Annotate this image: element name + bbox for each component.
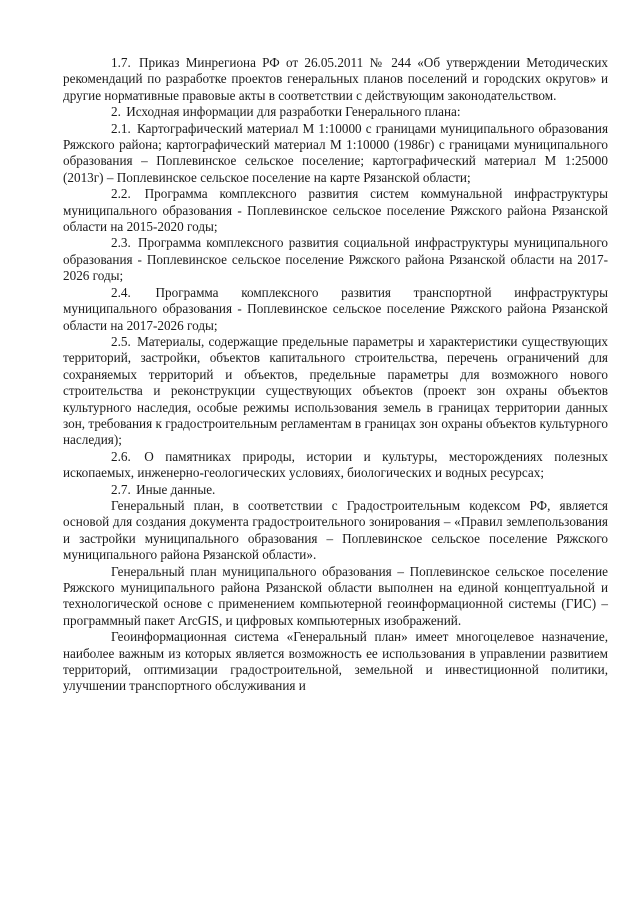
paragraph-2	[63, 104, 608, 120]
paragraph-number: 2.5.	[111, 333, 131, 349]
paragraph-2-7	[63, 482, 608, 498]
paragraph-general-plan-basis	[63, 498, 608, 564]
paragraph-text: Генеральный план муниципального образования – Поплевинское сельское поселение Ряжского муниципального района Рязанской области выполнен на единой концептуальной и технологической основе с применением компьютерной геоинформационной системы (ГИС) – программный пакет ArcGIS, и цифровых компьютерных изображений.	[63, 563, 608, 628]
paragraph-1-7	[63, 55, 608, 104]
paragraph-number: 2.1.	[111, 120, 131, 136]
paragraph-2-6	[63, 449, 608, 482]
paragraph-text: Генеральный план, в соответствии с Градостроительным кодексом РФ, является основой для создания документа градостроительного зонирования – «Правил землепользования и застройки муниципального образования – Поплевинское сельское поселение Ряжского муниципального района Рязанской области».	[63, 497, 608, 563]
paragraph-text: Исходная информации для разработки Генерального плана:	[126, 104, 461, 120]
paragraph-text: О памятниках природы, истории и культуры, месторождениях полезных ископаемых, инженерно-геологических условиях, биологических и водных ресурсах;	[63, 448, 609, 481]
paragraph-general-plan-gis	[63, 564, 608, 630]
paragraph-text: Программа комплексного развития социальной инфраструктуры муниципального образования - Поплевинское сельское поселение Ряжского района Рязанской области на 2017-2026 годы;	[63, 235, 608, 284]
paragraph-number: 2.6.	[111, 448, 131, 464]
paragraph-2-4	[63, 285, 608, 334]
paragraph-2-1	[63, 121, 608, 187]
paragraph-number: 2.2.	[111, 186, 131, 202]
paragraph-text: Геоинформационная система «Генеральный план» имеет многоцелевое назначение, наиболее важным из которых является возможность ее использования в управлении развитием территорий, оптимизации градостроительной, земельной и инвестиционной политики, улучшении транспортного обслуживания и	[63, 629, 608, 694]
paragraph-number: 1.7.	[111, 55, 131, 70]
paragraph-2-3	[63, 235, 608, 284]
paragraph-number: 2.7.	[111, 481, 131, 497]
paragraph-text: Программа комплексного развития транспортной инфраструктуры муниципального образования - Поплевинское сельское поселение Ряжского района Рязанской области на 2017-2026 годы;	[63, 284, 608, 333]
paragraph-gis-purpose	[63, 629, 608, 695]
paragraph-2-5	[63, 334, 608, 449]
paragraph-text: Картографический материал М 1:10000 с границами муниципального образования Ряжского района; картографический материал М 1:10000 (1986г) с границами муниципального образования – Поплевинское сельское поселение; картографический материал М 1:25000 (2013г) – Поплевинское сельское поселение на карте Рязанской области;	[63, 120, 609, 185]
paragraph-text: Приказ Минрегиона РФ от 26.05.2011 № 244 «Об утверждении Методических рекомендаций по разработке проектов генеральных планов поселений и городских округов» и другие нормативные правовые акты в соответствии с действующим законодательством.	[63, 55, 608, 103]
paragraph-text: Материалы, содержащие предельные параметры и характеристики существующих территорий, застройки, объектов капитального строительства, перечень ограничений для сохраняемых территорий и объектов, предельные параметры для возможного нового строительства и реконструкции существующих объектов (проект зон охраны объектов культурного наследия, особые режимы использования земель в границах территории данных зон, требования к градостроительным регламентам в границах зон охраны объектов культурного наследия);	[63, 333, 609, 448]
paragraph-number: 2.	[111, 104, 121, 120]
paragraph-number: 2.4.	[111, 284, 131, 300]
paragraph-number: 2.3.	[111, 235, 131, 251]
paragraph-text: Иные данные.	[136, 481, 216, 497]
paragraph-2-2	[63, 186, 608, 235]
paragraph-text: Программа комплексного развития систем коммунальной инфраструктуры муниципального образования - Поплевинское сельское поселение Ряжского района Рязанской области на 2015-2020 годы;	[63, 186, 608, 235]
